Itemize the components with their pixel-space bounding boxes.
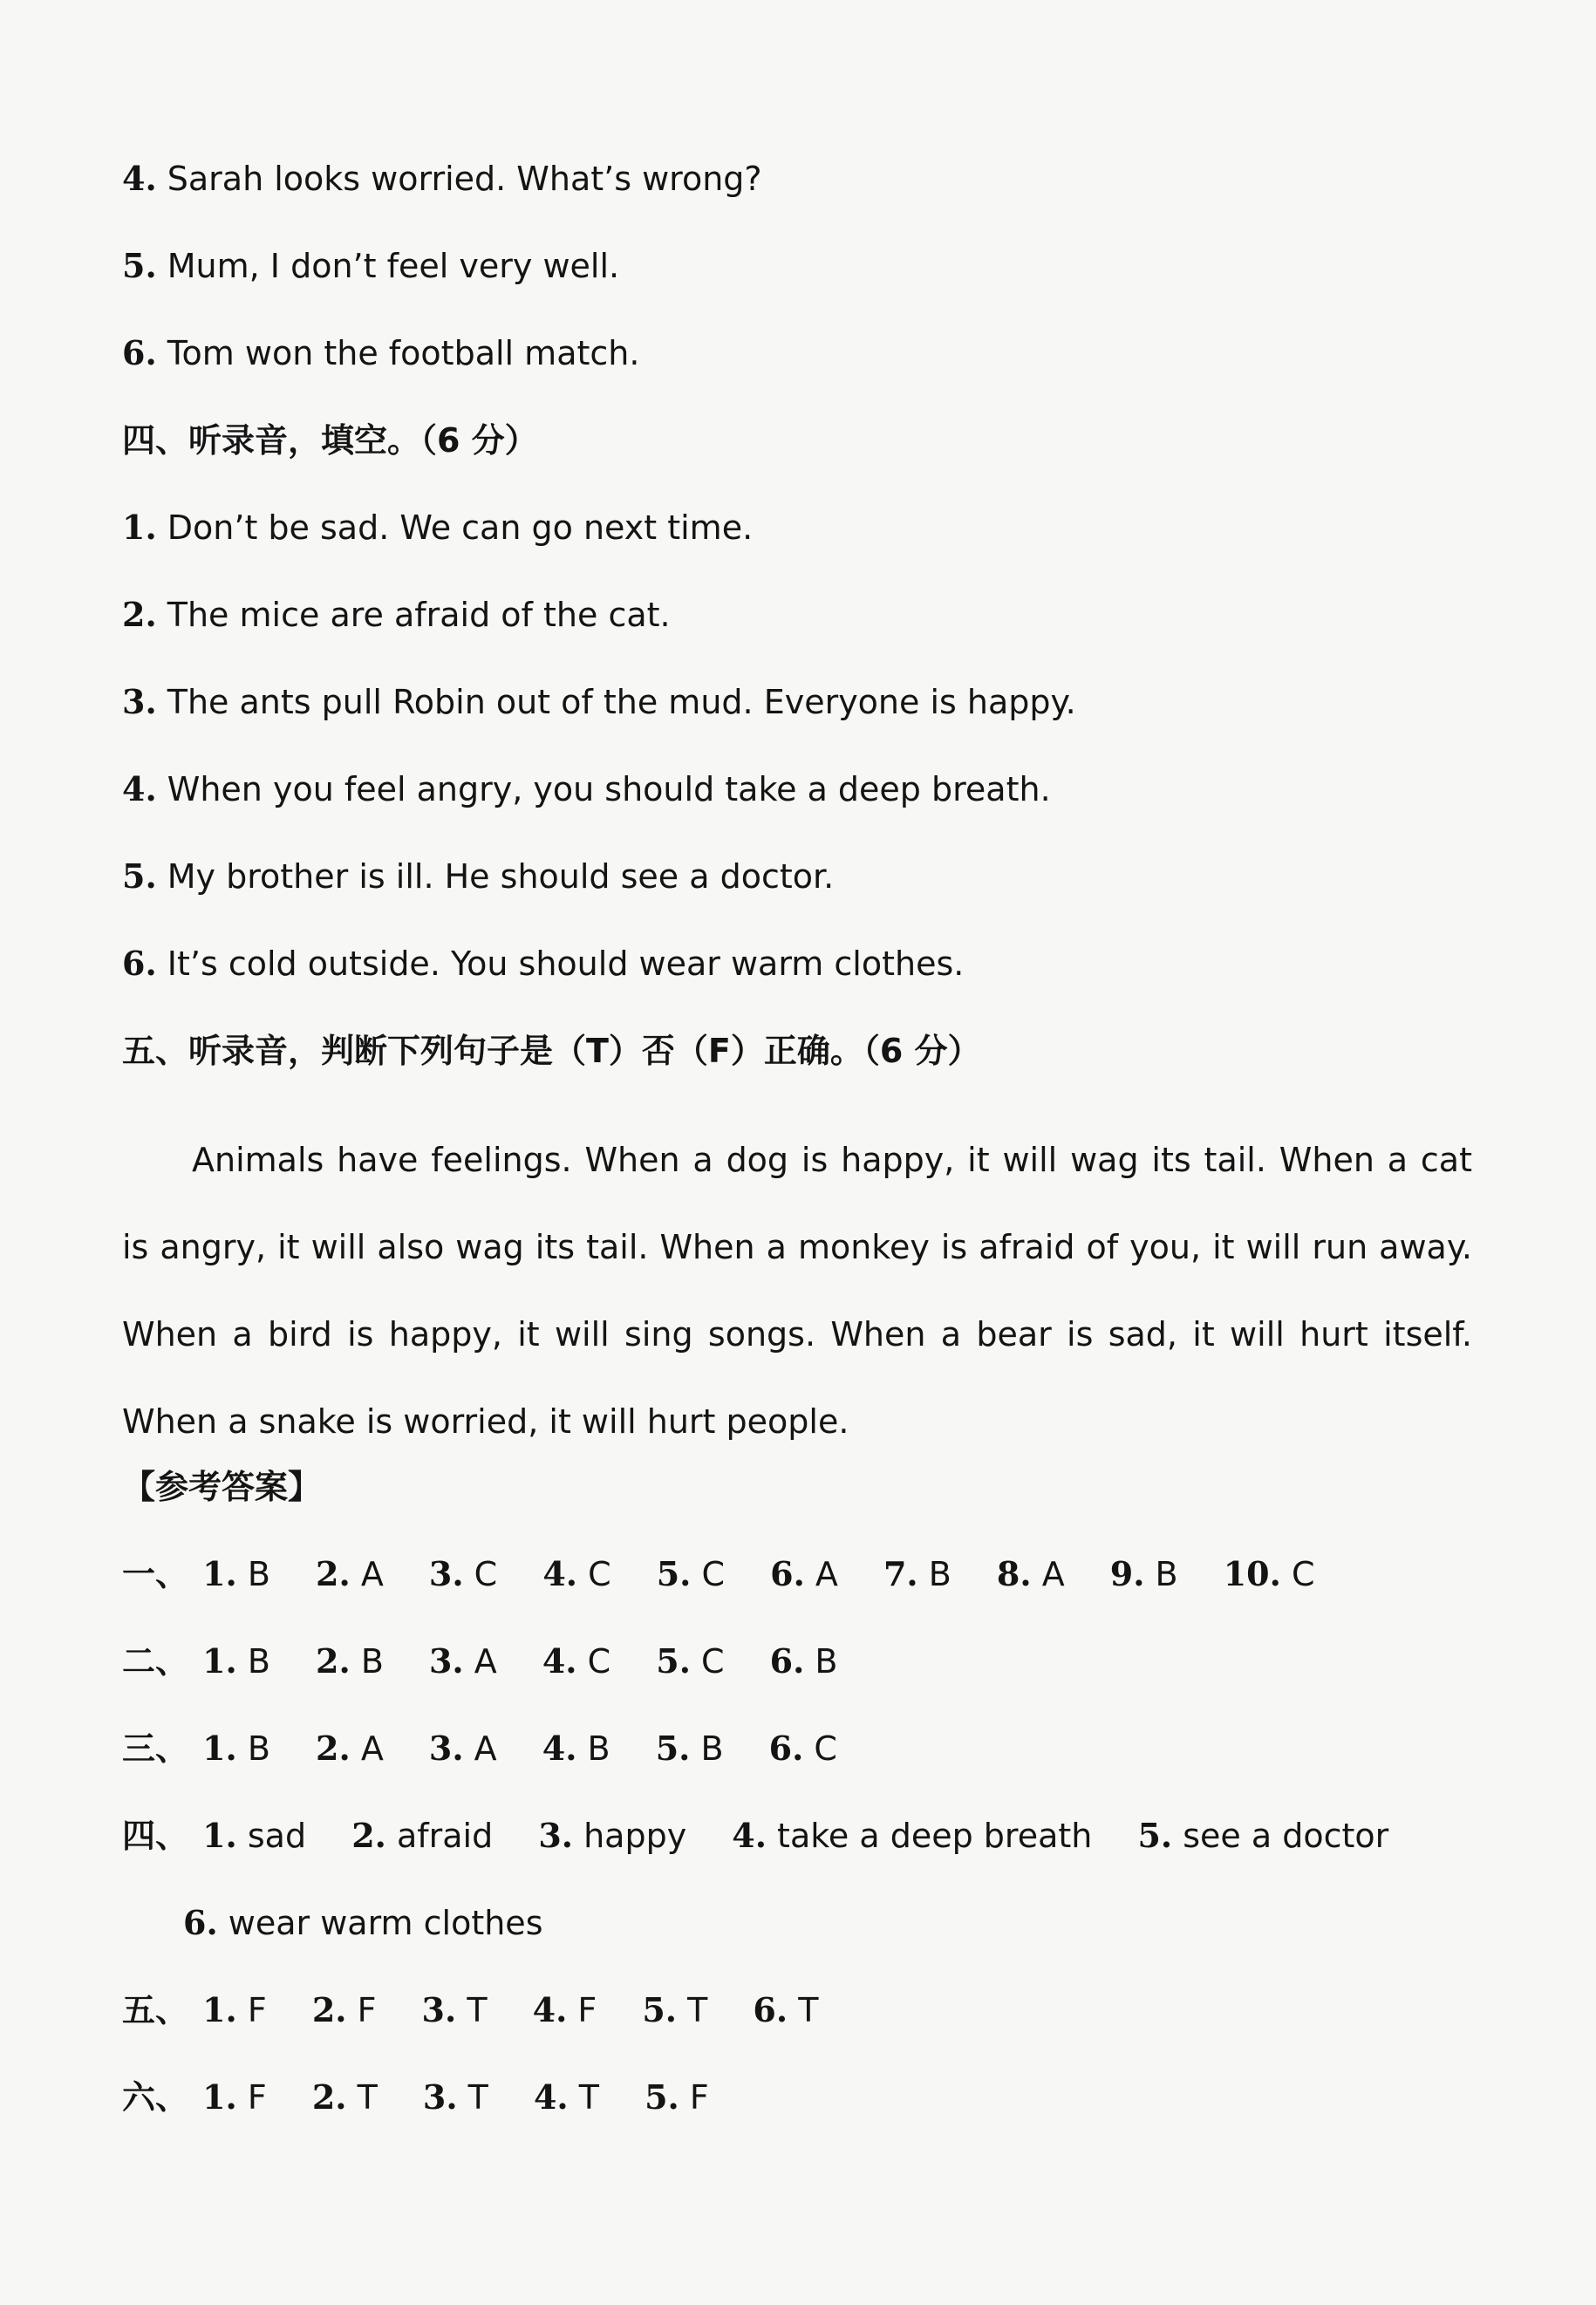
answer-item: 3. happy (538, 1816, 687, 1855)
s4-line-1: 1. Don’t be sad. We can go next time. (122, 508, 754, 547)
answer-item: 6. C (768, 1729, 837, 1768)
answer-item: 2. A (316, 1554, 384, 1593)
s4-line-2: 2. The mice are afraid of the cat. (122, 595, 671, 634)
answer-item: 2. F (311, 1990, 377, 2029)
answer-item: 3. T (422, 2077, 488, 2117)
answer-item: 4. take a deep breath (732, 1816, 1093, 1855)
answer-item: 6. T (753, 1990, 819, 2029)
answer-item: 10. C (1223, 1554, 1315, 1593)
s3-line-5: 5. Mum, I don’t feel very well. (122, 246, 620, 285)
answer-item: 6. wear warm clothes (183, 1903, 543, 1942)
answer-item: 4. T (533, 2077, 599, 2117)
answers-title: 【参考答案】 (122, 1468, 322, 1506)
answer-item: 2. afraid (351, 1816, 494, 1855)
answer-item: 3. A (428, 1641, 497, 1681)
answer-item: 5. T (642, 1990, 708, 2029)
answer-item: 5. C (656, 1641, 725, 1681)
answer-item: 1. B (202, 1729, 270, 1768)
answer-row-4-continued (180, 1903, 578, 1942)
answer-item: 4. B (542, 1729, 610, 1768)
answer-item: 8. A (996, 1554, 1065, 1593)
section5-title: 五、听录音，判断下列句子是（T）否（F）正确。（6 分） (122, 1032, 981, 1070)
s4-line-3: 3. The ants pull Robin out of the mud. Everyone is happy. (122, 682, 1076, 721)
answer-item: 2. B (316, 1641, 384, 1681)
answer-row-5: 五、 1. F 2. F 3. T 4. F 5. T 6. T (122, 1990, 819, 2029)
answer-item: 2. A (316, 1729, 384, 1768)
answer-item: 7. B (883, 1554, 951, 1593)
answer-item: 5. see a doctor (1137, 1816, 1389, 1855)
answer-item: 4. C (542, 1641, 611, 1681)
answer-item: 1. B (202, 1554, 270, 1593)
s4-line-6: 6. It’s cold outside. You should wear warm clothes. (122, 944, 965, 983)
answer-item: 1. F (202, 1990, 267, 2029)
answer-item: 2. T (311, 2077, 378, 2117)
s3-line-6: 6. Tom won the football match. (122, 333, 640, 372)
s4-line-5: 5. My brother is ill. He should see a doctor. (122, 856, 835, 896)
section4-title: 四、听录音，填空。（6 分） (122, 421, 538, 460)
answer-row-4: 四、 1. sad 2. afraid 3. happy 4. take a deep breath 5. see a doctor (122, 1816, 1389, 1855)
answer-item: 5. F (645, 2077, 709, 2117)
answer-row-1: 一、 1. B 2. A 3. C 4. C 5. C 6. A 7. B 8. A 9. B 10. C (122, 1554, 1315, 1593)
s3-line-4: 4. Sarah looks worried. What’s wrong? (122, 159, 762, 198)
answer-item: 3. C (428, 1554, 498, 1593)
answer-item: 4. C (542, 1554, 611, 1593)
answer-item: 9. B (1109, 1554, 1178, 1593)
answer-item: 5. B (655, 1729, 724, 1768)
answer-row-6: 六、 1. F 2. T 3. T 4. T 5. F (122, 2077, 709, 2117)
answer-item: 3. A (428, 1729, 497, 1768)
answer-item: 4. F (532, 1990, 597, 2029)
answer-item: 3. T (421, 1990, 488, 2029)
answer-item: 1. B (202, 1641, 270, 1681)
answer-row-3: 三、 1. B 2. A 3. A 4. B 5. B 6. C (122, 1729, 837, 1768)
answer-item: 6. B (769, 1641, 838, 1681)
answer-item: 6. A (770, 1554, 838, 1593)
section5-passage: Animals have feelings. When a dog is happy, it will wag its tail. When a cat is angry, it will also wag its tail. When a monkey is afraid of you, it will run away. When a bird is happy, it will sing songs. When a bear is sad, it will hurt itself. When a snake is worried, it will hurt people. (122, 1141, 1472, 1441)
s4-line-4: 4. When you feel angry, you should take a deep breath. (122, 769, 1051, 808)
answer-item: 5. C (656, 1554, 726, 1593)
answer-item: 1. F (202, 2077, 267, 2117)
answer-item: 1. sad (202, 1816, 307, 1855)
answer-row-2: 二、 1. B 2. B 3. A 4. C 5. C 6. B (122, 1641, 838, 1681)
